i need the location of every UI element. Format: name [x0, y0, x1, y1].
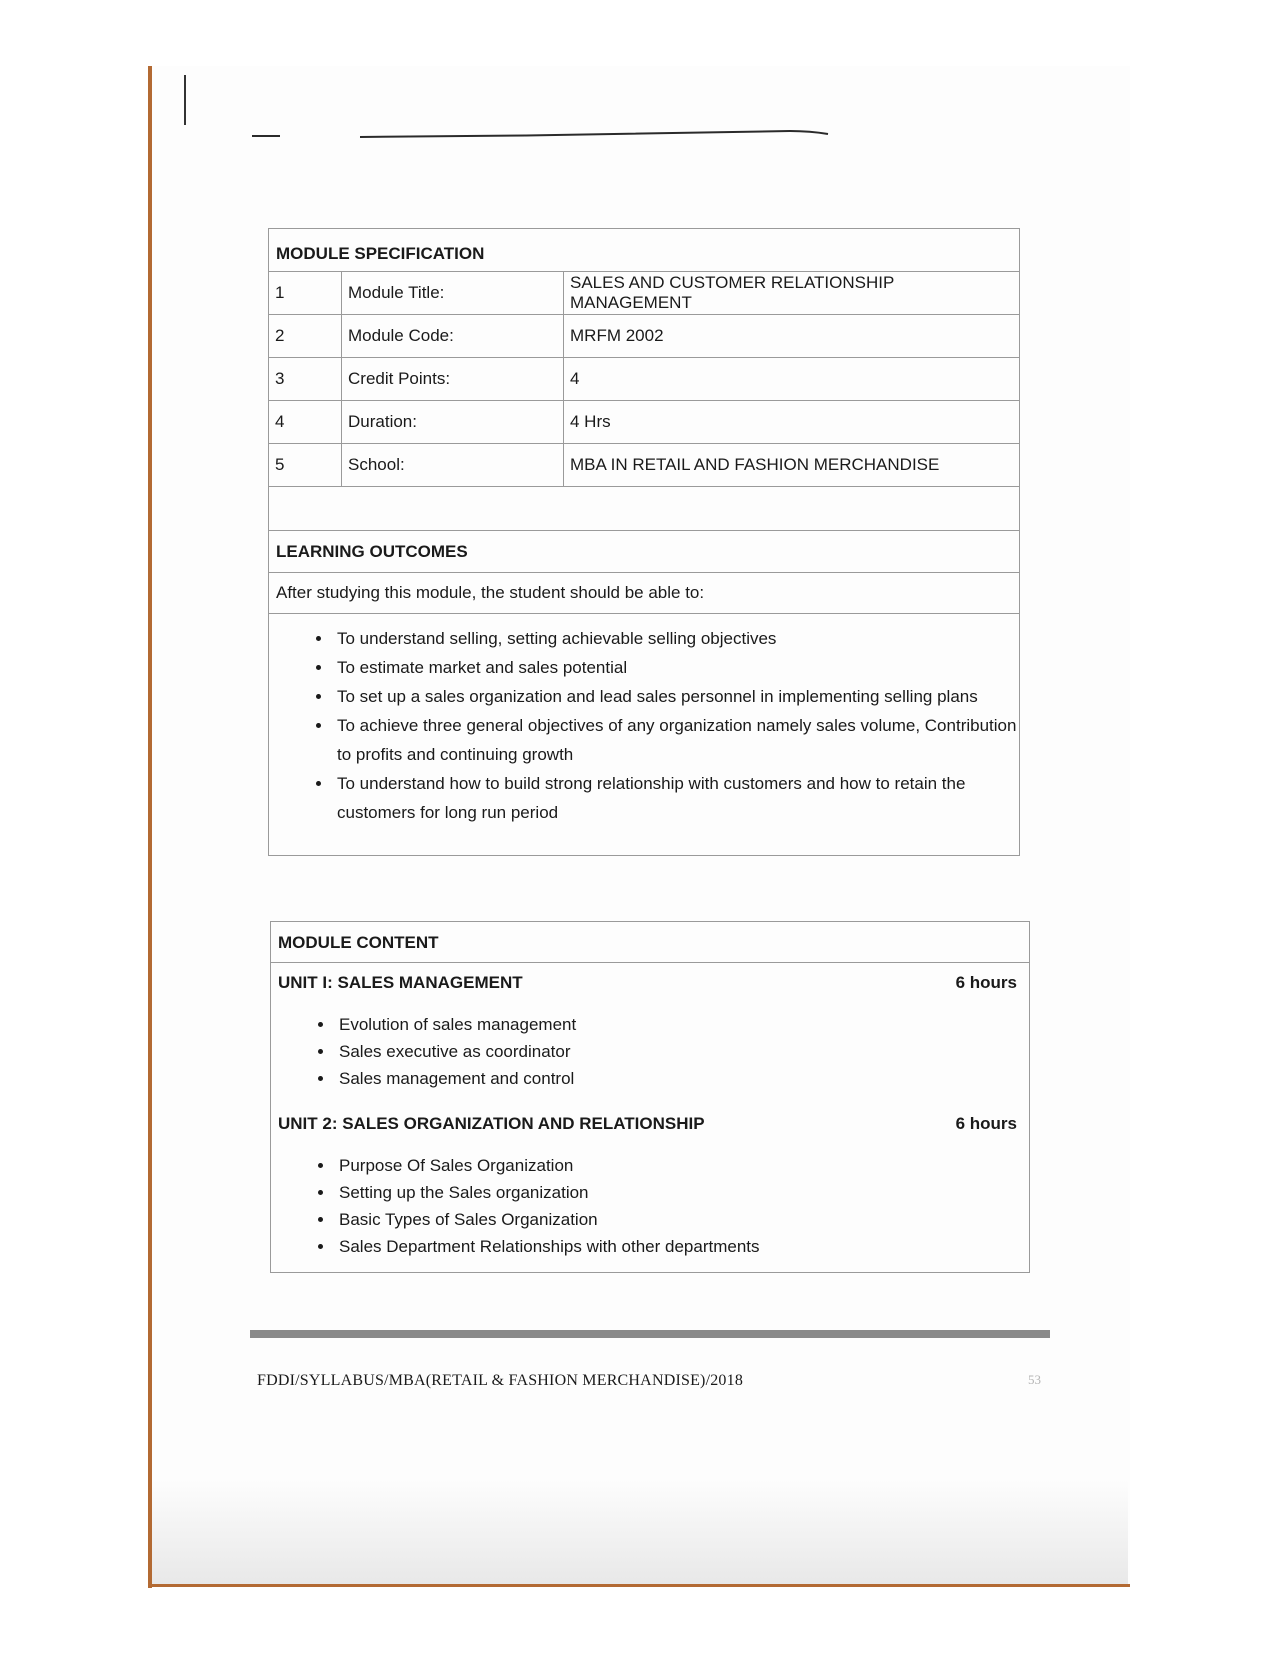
unit-topic-item: • Sales management and control: [335, 1065, 1029, 1092]
unit-hours: 6 hours: [955, 973, 1017, 992]
learning-outcome-item: • To set up a sales organization and lead sales personnel in implementing selling plans: [333, 682, 1019, 711]
unit-topic-item: • Sales Department Relationships with other departments: [335, 1233, 1029, 1260]
spec-row-label: Module Title:: [342, 272, 564, 315]
page-number: 53: [1028, 1372, 1041, 1387]
spec-row-number: 4: [269, 401, 342, 444]
spec-row: [269, 315, 1019, 358]
unit-title: UNIT I: SALES MANAGEMENT: [278, 973, 523, 992]
unit-heading-row: [271, 1104, 1029, 1140]
module-specification-heading: MODULE SPECIFICATION: [269, 229, 1019, 272]
learning-outcomes-list: [269, 624, 1019, 827]
page-shadow: [152, 1480, 1128, 1584]
spec-row-value: 4 Hrs: [564, 401, 1020, 444]
learning-outcomes-section: [268, 528, 1020, 856]
footer-text: FDDI/SYLLABUS/MBA(RETAIL & FASHION MERCHANDISE)/2018: [257, 1372, 744, 1389]
spec-row: [269, 272, 1019, 315]
unit-topic-item: • Sales executive as coordinator: [335, 1038, 1029, 1065]
spec-row-value: 4: [564, 358, 1020, 401]
spec-row: [269, 401, 1019, 444]
spec-row-label: Module Code:: [342, 315, 564, 358]
spec-row-number: 3: [269, 358, 342, 401]
handwritten-stroke: [250, 128, 830, 144]
unit-title: UNIT 2: SALES ORGANIZATION AND RELATIONSHIP: [278, 1114, 705, 1133]
paper-edge-left: [148, 66, 152, 1588]
learning-outcomes-intro: After studying this module, the student should be able to:: [269, 573, 1019, 614]
spec-row-label: Duration:: [342, 401, 564, 444]
pen-mark: [184, 75, 186, 125]
learning-outcome-item: • To estimate market and sales potential: [333, 653, 1019, 682]
learning-outcome-item: • To achieve three general objectives of any organization namely sales volume, Contribution to profits and continuing growth: [333, 711, 1019, 769]
paper-edge-bottom: [148, 1584, 1130, 1587]
module-content-section: [270, 921, 1030, 1273]
spec-empty-row: [269, 487, 1019, 530]
spec-row-label: Credit Points:: [342, 358, 564, 401]
unit-topic-item: • Setting up the Sales organization: [335, 1179, 1029, 1206]
spec-row-number: 5: [269, 444, 342, 487]
spec-row-label: School:: [342, 444, 564, 487]
spec-row-value: MRFM 2002: [564, 315, 1020, 358]
footer-rule: [250, 1330, 1050, 1338]
spec-row-value: MBA IN RETAIL AND FASHION MERCHANDISE: [564, 444, 1020, 487]
module-specification-table: [268, 228, 1020, 531]
spec-row-number: 2: [269, 315, 342, 358]
unit-topic-list: [271, 1152, 1029, 1260]
learning-outcome-item: • To understand selling, setting achievable selling objectives: [333, 624, 1019, 653]
units-container: [271, 963, 1029, 1260]
unit-topic-item: • Basic Types of Sales Organization: [335, 1206, 1029, 1233]
spec-row-value: SALES AND CUSTOMER RELATIONSHIP MANAGEMENT: [564, 272, 1020, 315]
spec-row: [269, 358, 1019, 401]
module-content-heading: MODULE CONTENT: [271, 922, 1029, 963]
learning-outcome-item: • To understand how to build strong relationship with customers and how to retain the customers for long run period: [333, 769, 1019, 827]
unit-topic-item: • Evolution of sales management: [335, 1011, 1029, 1038]
unit-topic-list: [271, 1011, 1029, 1092]
unit-topic-item: • Purpose Of Sales Organization: [335, 1152, 1029, 1179]
spec-table: [269, 272, 1019, 487]
unit-heading-row: [271, 963, 1029, 999]
unit-hours: 6 hours: [955, 1114, 1017, 1133]
learning-outcomes-heading: LEARNING OUTCOMES: [269, 528, 1019, 573]
spec-row-number: 1: [269, 272, 342, 315]
spec-row: [269, 444, 1019, 487]
